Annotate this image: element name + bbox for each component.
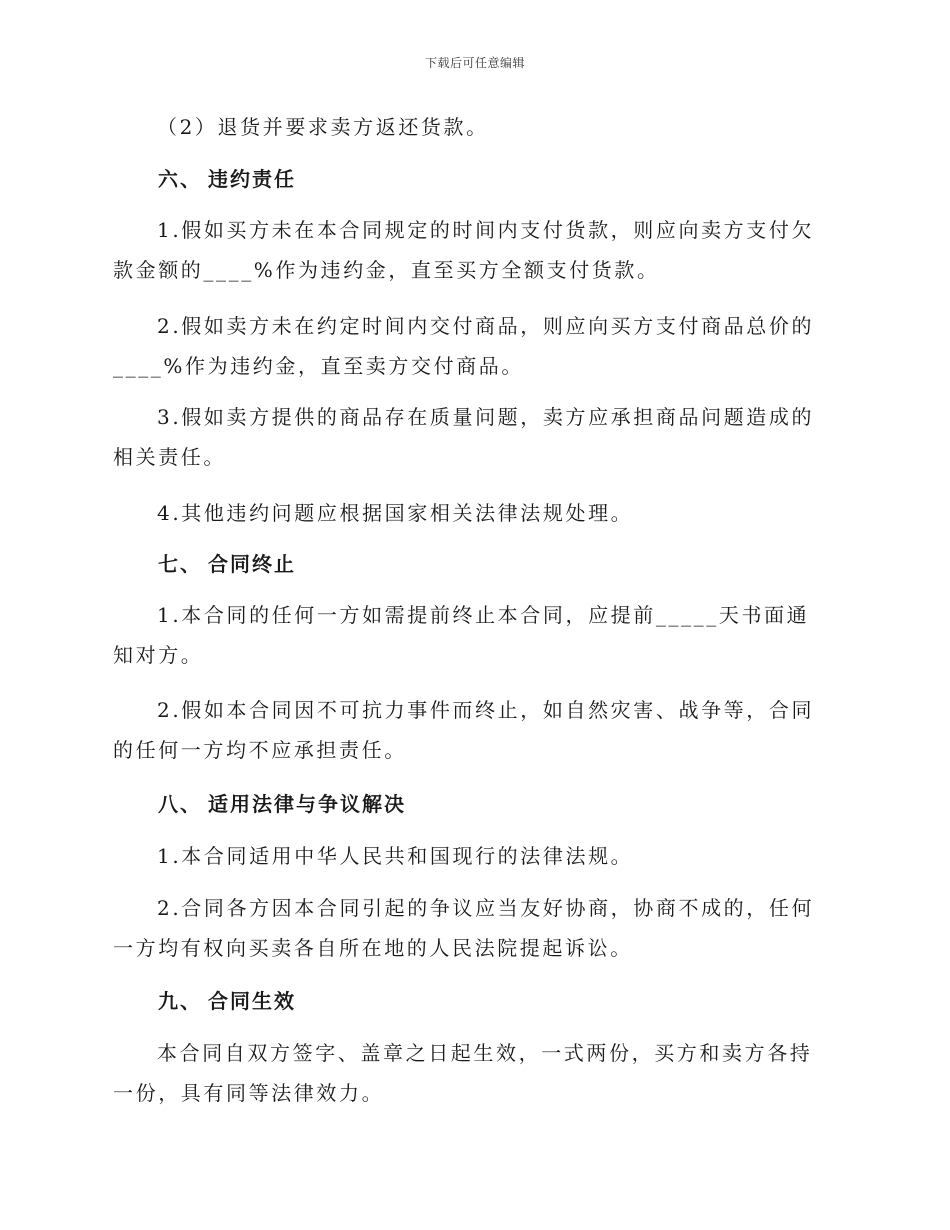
clause-6-4: 4.其他违约问题应根据国家相关法律法规处理。 — [157, 501, 634, 525]
clause-8-1: 1.本合同适用中华人民共和国现行的法律法规。 — [157, 844, 634, 868]
clause-6-3: 3.假如卖方提供的商品存在质量问题，卖方应承担商品问题造成的相关责任。 — [113, 405, 815, 469]
clause-7-1: 1.本合同的任何一方如需提前终止本合同，应提前_____天书面通知对方。 — [113, 603, 810, 667]
section-number: 七、 — [158, 552, 202, 576]
section-heading-7 — [158, 544, 296, 584]
section-heading-8 — [158, 784, 406, 824]
section-title: 违约责任 — [208, 167, 296, 191]
clause-6-1: 1.假如买方未在本合同规定的时间内支付货款，则应向卖方支付欠款金额的____%作为违约金，直至买方全额支付货款。 — [113, 218, 815, 282]
paragraph-return-goods: （2）退货并要求卖方返还货款。 — [157, 115, 489, 139]
page-header: 下载后可任意编辑 — [424, 56, 525, 70]
section-number: 六、 — [158, 167, 202, 191]
section-number: 八、 — [158, 792, 202, 816]
clause-9-1: 本合同自双方签字、盖章之日起生效，一式两份，买方和卖方各持一份，具有同等法律效力。 — [113, 1041, 813, 1105]
section-title: 合同终止 — [208, 552, 296, 576]
section-number: 九、 — [158, 989, 202, 1013]
section-heading-9 — [158, 981, 296, 1021]
clause-7-2: 2.假如本合同因不可抗力事件而终止，如自然灾害、战争等，合同的任何一方均不应承担责任。 — [113, 698, 815, 762]
section-title: 合同生效 — [208, 989, 296, 1013]
section-heading-6 — [158, 159, 296, 199]
clause-8-2: 2.合同各方因本合同引起的争议应当友好协商，协商不成的，任何一方均有权向买卖各自所在地的人民法院提起诉讼。 — [113, 896, 815, 960]
section-title: 适用法律与争议解决 — [208, 792, 406, 816]
clause-6-2: 2.假如卖方未在约定时间内交付商品，则应向买方支付商品总价的____%作为违约金，直至卖方交付商品。 — [113, 314, 815, 378]
